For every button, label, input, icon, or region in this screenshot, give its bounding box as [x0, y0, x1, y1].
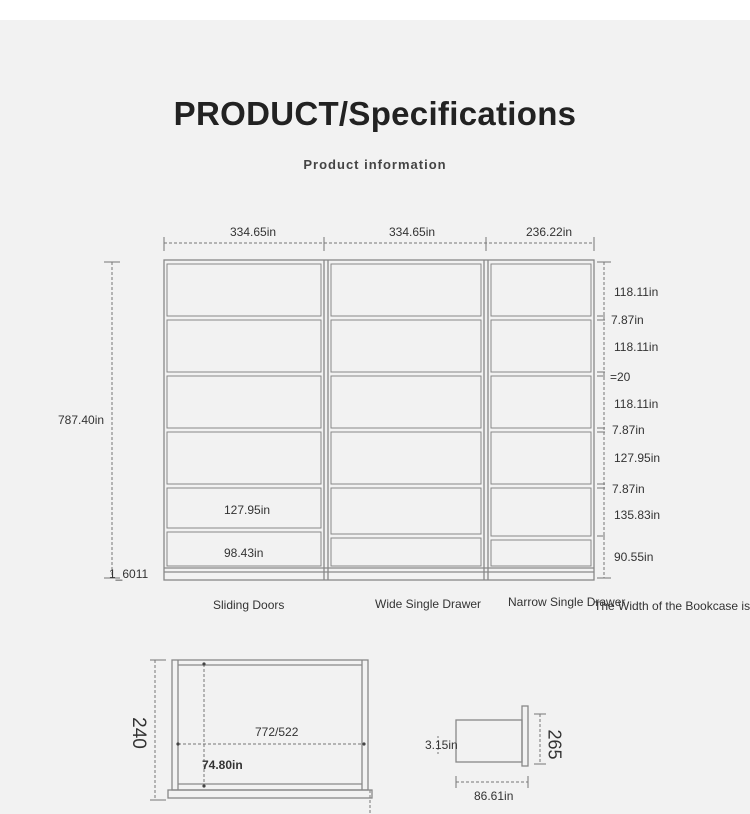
right-dim-5: 118.11in — [614, 397, 659, 411]
page-title: PRODUCT/Specifications — [173, 95, 577, 132]
drawer-depth-label: 74.80in — [202, 758, 243, 772]
right-dim-9: 135.83in — [614, 508, 661, 522]
side-small-height-label: 3.15in — [425, 738, 458, 752]
module-label-sliding-doors: Sliding Doors — [213, 598, 285, 612]
right-dim-8: 7.87in — [612, 482, 645, 496]
right-dim-7: 127.95in — [614, 451, 661, 465]
side-depth-label: 86.61in — [474, 789, 514, 803]
right-dim-4: =20 — [610, 370, 631, 384]
top-width-right: 236.22in — [526, 225, 573, 239]
inner-dim-1: 127.95in — [224, 503, 271, 517]
side-height-label: 265 — [544, 729, 565, 760]
page-subtitle: Product information — [303, 157, 447, 172]
base-label: 1_6011 — [109, 567, 149, 581]
bookcase-width-note: The Width of the Bookcase is — [594, 599, 750, 613]
module-label-narrow-drawer: Narrow Single Drawer — [508, 595, 626, 609]
total-height: 787.40in — [58, 413, 105, 427]
drawer-width-label: 772/522 — [255, 725, 299, 739]
right-dim-3: 118.11in — [614, 340, 659, 354]
drawer-height-label: 240 — [127, 717, 149, 749]
right-dim-1: 118.11in — [614, 285, 659, 299]
top-width-middle: 334.65in — [389, 225, 436, 239]
top-width-left: 334.65in — [230, 225, 277, 239]
right-dim-6: 7.87in — [612, 423, 645, 437]
module-label-wide-drawer: Wide Single Drawer — [375, 597, 482, 611]
right-dim-2: 7.87in — [611, 313, 644, 327]
right-dim-10: 90.55in — [614, 550, 654, 564]
inner-dim-2: 98.43in — [224, 546, 264, 560]
